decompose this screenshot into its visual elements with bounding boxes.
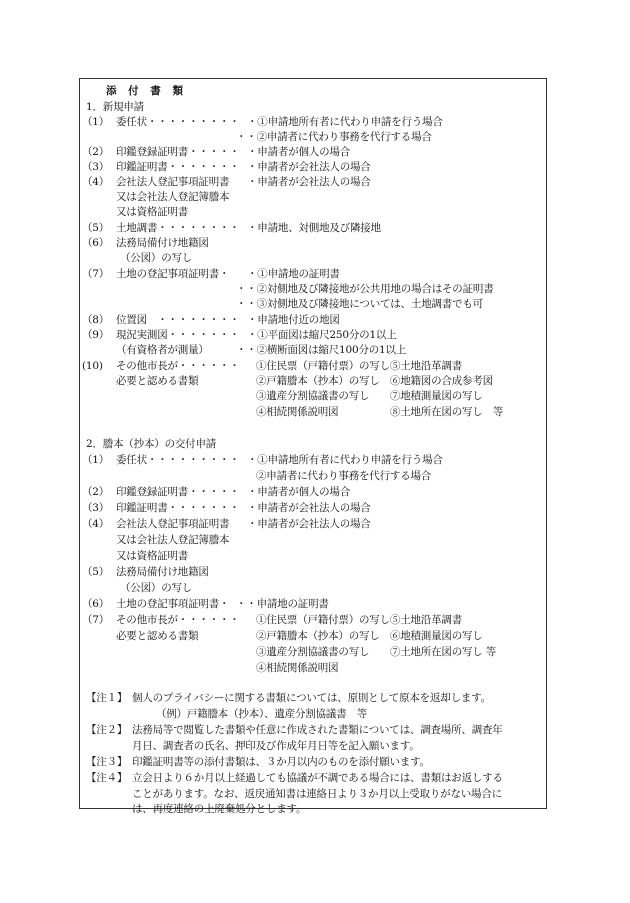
s2-i3-a: 印鑑証明書・・・・・・・ <box>116 502 240 514</box>
note4-label: 【注４】 <box>86 772 128 784</box>
s2-i6-num: （6） <box>82 598 110 610</box>
s2-i2-num: （2） <box>82 486 110 498</box>
s2-i5-b: （公図）の写し <box>120 582 193 594</box>
note2-text-a: 法務局等で閲覧した書類や任意に作成された書類については、調査場所、調査年 <box>132 724 503 736</box>
s1-i9-a: 現況実測図・・・・・・・ <box>116 329 240 341</box>
s2-i4-a: 会社法人登記事項証明書 <box>116 518 230 530</box>
s1-i4-d: 又は資格証明書 <box>116 206 189 218</box>
note4-text-a: 立会日より６か月以上経過しても協議が不調である場合には、書類はお返しする <box>132 772 503 784</box>
s1-i6-a: 法務局備付け地籍図 <box>116 237 209 249</box>
s1-i9-c: （有資格者が測量） <box>116 344 209 356</box>
s1-i10-a: その他市長が・・・・・・ <box>116 360 240 372</box>
s1-i5-a: 土地調書・・・・・・・・ <box>116 222 240 234</box>
s1-i5-num: （5） <box>82 222 110 234</box>
s1-i7-a: 土地の登記事項証明書・ <box>116 268 230 280</box>
s2-i7-a: その他市長が・・・・・・ <box>116 614 240 626</box>
s2-i1-num: （1） <box>82 454 110 466</box>
s2-i7-b: ①住民票（戸籍付票）の写し⑤土地沿革調書 <box>256 614 462 626</box>
s1-i10-b: ①住民票（戸籍付票）の写し⑤土地沿革調書 <box>256 360 462 372</box>
s1-i7-b: ・①申請地の証明書 <box>247 268 340 280</box>
s1-heading: 1．新規申請 <box>86 101 144 113</box>
s1-i1-num: （1） <box>82 116 110 128</box>
s2-i1-b: ・①申請地所有者に代わり申請を行う場合 <box>247 454 443 466</box>
s1-i4-b: ・申請者が会社法人の場合 <box>247 176 371 188</box>
s1-i6-num: （6） <box>82 237 110 249</box>
s2-i7-f: ④相続関係説明図 <box>256 662 339 674</box>
s1-i10-num: (10) <box>82 360 103 372</box>
s2-i1-a: 委任状・・・・・・・・・ <box>116 454 240 466</box>
note3-text-a: 印鑑証明書等の添付書類は、３か月以内のものを添付願います。 <box>132 756 430 768</box>
s1-i10-f: ④相続関係説明図 ⑧土地所在図の写し 等 <box>256 406 504 418</box>
note2-label: 【注２】 <box>86 724 128 736</box>
note1-text-a: 個人のプライバシーに関する書類については、原則として原本を返却します。 <box>132 692 491 704</box>
s1-i4-a: 会社法人登記事項証明書 <box>116 176 230 188</box>
s1-i3-a: 印鑑証明書・・・・・・・ <box>116 161 240 173</box>
s2-i4-b: ・申請者が会社法人の場合 <box>247 518 371 530</box>
s1-i8-num: （8） <box>82 314 110 326</box>
s2-i3-num: （3） <box>82 502 110 514</box>
s1-i7-num: （7） <box>82 268 110 280</box>
s2-i7-e: ③遺産分割協議書の写し ⑦土地所在図の写し 等 <box>256 646 497 658</box>
s1-i7-c: ・・②対側地及び隣接地が公共用地の場合はその証明書 <box>236 283 494 295</box>
s1-i6-b: （公図）の写し <box>120 252 193 264</box>
s1-i1-c: ・・②申請者に代わり事務を代行する場合 <box>236 131 432 143</box>
s2-i6-a: 土地の登記事項証明書・ <box>116 598 230 610</box>
s1-i4-c: 又は会社法人登記簿謄本 <box>116 191 230 203</box>
s1-i4-num: （4） <box>82 176 110 188</box>
s1-i10-d: ②戸籍謄本（抄本）の写し ⑥地籍図の合成参考図 <box>256 375 493 387</box>
note1-label: 【注１】 <box>86 692 128 704</box>
note2-text-b: 月日、調査者の氏名、押印及び作成年月日等を記入願います。 <box>132 740 420 752</box>
s1-i8-a: 位置図 ・・・・・・・・ <box>116 314 240 326</box>
s1-i8-b: ・申請地付近の地図 <box>247 314 340 326</box>
s1-i2-a: 印鑑登録証明書・・・・・ <box>116 146 240 158</box>
note1-text-b: （例）戸籍謄本（抄本）、遺産分割協議書 等 <box>156 708 368 720</box>
s1-i3-num: （3） <box>82 161 110 173</box>
title: 添 付 書 類 <box>106 85 187 97</box>
s2-i5-num: （5） <box>82 566 110 578</box>
s2-i7-d: ②戸籍謄本（抄本）の写し ⑥地積測量図の写し <box>256 630 483 642</box>
note3-label: 【注３】 <box>86 756 128 768</box>
s2-i5-a: 法務局備付け地籍図 <box>116 566 209 578</box>
s1-i7-d: ・・③対側地及び隣接地については、土地調書でも可 <box>236 298 483 310</box>
s1-i2-b: ・申請者が個人の場合 <box>247 146 350 158</box>
s2-i6-b: ・・申請地の証明書 <box>236 598 329 610</box>
s1-i9-b: ・①平面図は縮尺250分の1以上 <box>247 329 397 341</box>
s1-i2-num: （2） <box>82 146 110 158</box>
s2-i2-a: 印鑑登録証明書・・・・・ <box>116 486 240 498</box>
s2-i7-c: 必要と認める書類 <box>116 630 199 642</box>
s2-i4-c: 又は会社法人登記簿謄本 <box>116 534 230 546</box>
s1-i10-e: ③遺産分割協議書の写し ⑦地積測量図の写し <box>256 390 483 402</box>
attachment-documents-box <box>79 78 547 815</box>
s1-i9-d: ・・②横断面図は縮尺100分の1以上 <box>236 344 407 356</box>
s2-heading: 2．謄本（抄本）の交付申請 <box>86 438 217 450</box>
s2-i2-b: ・申請者が個人の場合 <box>247 486 350 498</box>
s1-i9-num: （9） <box>82 329 110 341</box>
note4-text-b: ことがあります。なお、返戻通知書は連絡日より３か月以上受取りがない場合に <box>132 788 502 800</box>
s1-i5-b: ・申請地、対側地及び隣接地 <box>247 222 381 234</box>
note4-text-c: は、再度連絡の上廃棄処分とします。 <box>132 803 307 815</box>
s1-i1-a: 委任状・・・・・・・・・ <box>116 116 240 128</box>
s2-i3-b: ・申請者が会社法人の場合 <box>247 502 371 514</box>
s1-i10-c: 必要と認める書類 <box>116 375 199 387</box>
s2-i1-c: ②申請者に代わり事務を代行する場合 <box>256 470 432 482</box>
s1-i1-b: ・①申請地所有者に代わり申請を行う場合 <box>247 116 443 128</box>
s2-i4-num: （4） <box>82 518 110 530</box>
s2-i7-num: （7） <box>82 614 110 626</box>
s1-i3-b: ・申請者が会社法人の場合 <box>247 161 371 173</box>
s2-i4-d: 又は資格証明書 <box>116 550 189 562</box>
